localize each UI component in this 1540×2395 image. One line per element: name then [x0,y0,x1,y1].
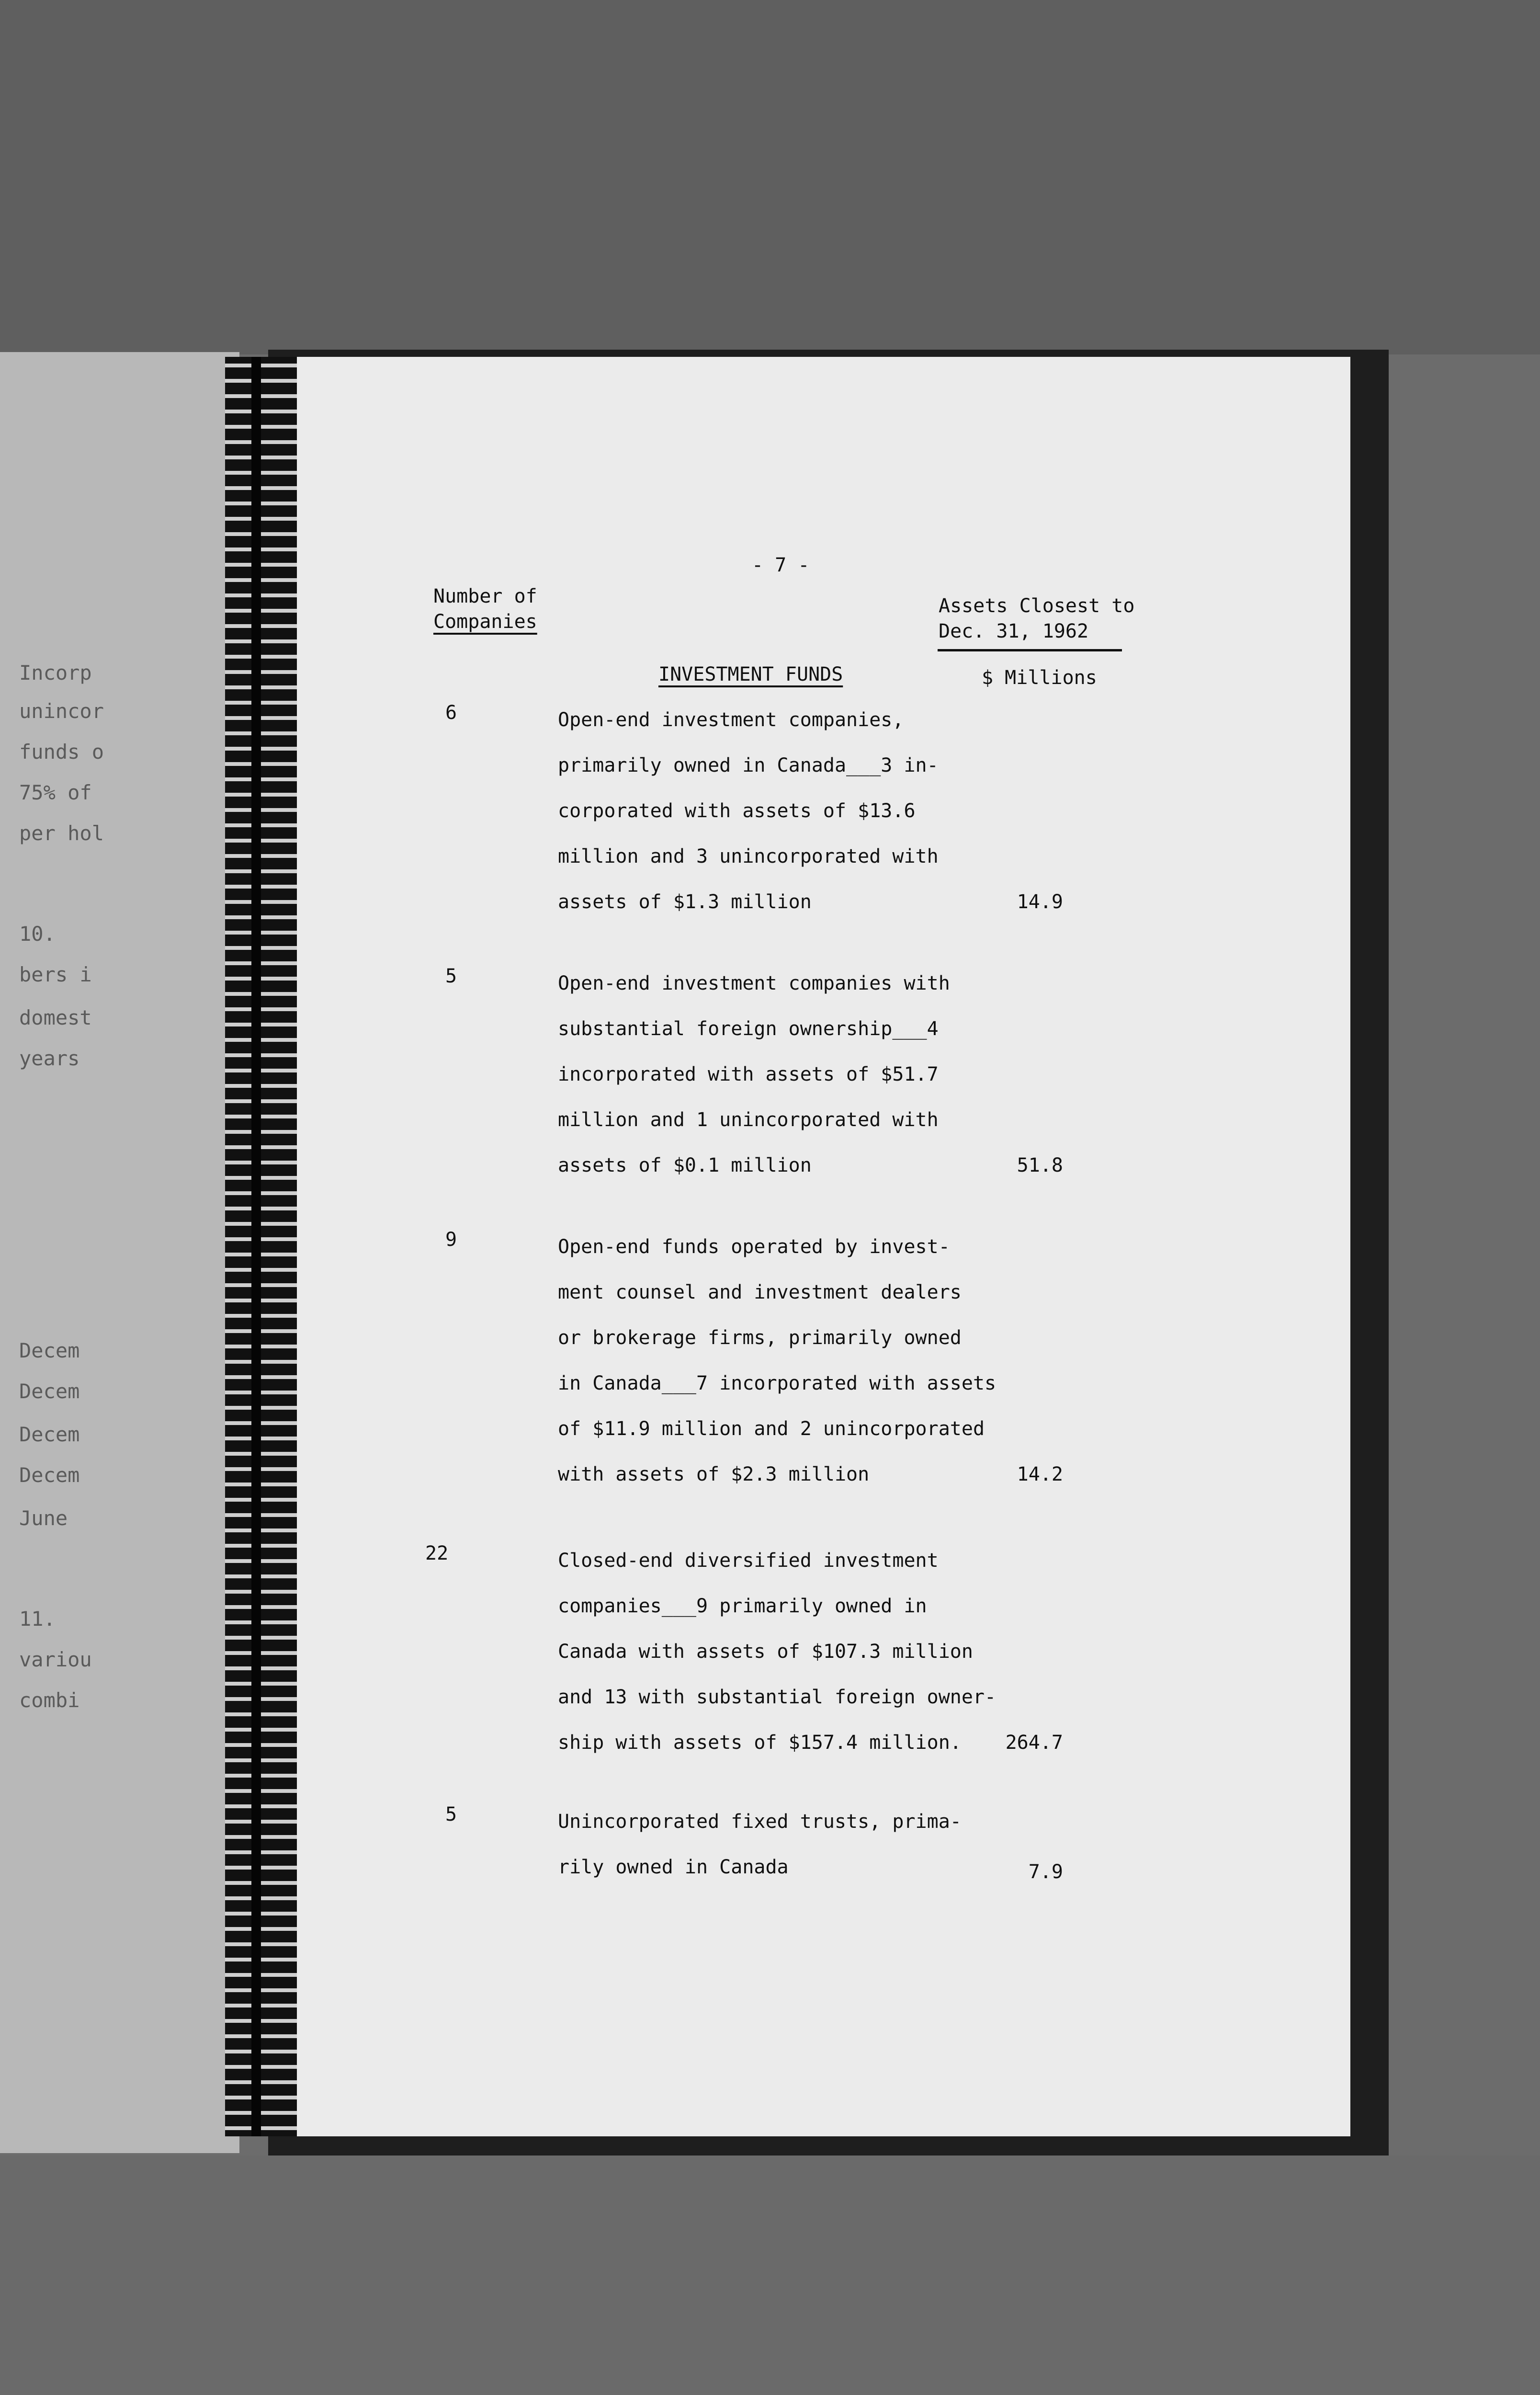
background-bottom [0,2156,1540,2395]
entry-line: incorporated with assets of $51.7 [558,1063,939,1085]
page-number: - 7 - [752,554,810,576]
entry-line: Unincorporated fixed trusts, prima- [558,1811,962,1833]
entry-line: million and 3 unincorporated with [558,845,939,867]
entry-line: Open-end investment companies, [558,709,904,731]
col-left-header-2: Companies [433,611,537,633]
entry-count: 5 [445,1803,457,1825]
entry-line: companies___9 primarily owned in [558,1595,927,1617]
entry-line: corporated with assets of $13.6 [558,800,916,822]
entry-value: 14.2 [1017,1463,1063,1485]
left-page-fragment-text: Decem [19,1339,80,1362]
left-page-fragment-text: 10. [19,922,56,946]
left-page-fragment-text: funds o [19,740,104,764]
left-page-fragment-text: domest [19,1006,92,1029]
entry-line: with assets of $2.3 million [558,1463,870,1485]
entry-count: 5 [445,965,457,987]
entry-count: 22 [425,1542,449,1564]
entry-line: primarily owned in Canada___3 in- [558,754,939,776]
entry-value: 14.9 [1017,891,1063,913]
entry-line: assets of $1.3 million [558,891,812,913]
entry-line: Open-end investment companies with [558,972,950,994]
entry-line: ship with assets of $157.4 million. [558,1732,962,1754]
entry-line: million and 1 unincorporated with [558,1109,939,1131]
left-page-fragment-text: Decem [19,1380,80,1403]
entry-line: ment counsel and investment dealers [558,1281,962,1303]
left-page-fragment-text: unincor [19,699,104,723]
entry-line: substantial foreign ownership___4 [558,1018,939,1040]
entry-line: Open-end funds operated by invest- [558,1236,950,1258]
left-page-fragment-text: 75% of [19,781,92,804]
left-page-fragment-text: combi [19,1688,80,1712]
entry-value: 7.9 [1028,1861,1063,1883]
entry-line: in Canada___7 incorporated with assets [558,1372,996,1394]
left-page-fragment-text: bers i [19,963,92,986]
entry-value: 51.8 [1017,1154,1063,1176]
header-rule [938,649,1122,651]
background-top [0,0,1540,354]
left-page-fragment [0,352,239,2153]
left-page-fragment-text: Decem [19,1423,80,1446]
left-page-fragment-text: Decem [19,1463,80,1487]
entry-value: 264.7 [1005,1732,1063,1754]
left-page-fragment-text: Incorp [19,661,92,684]
entry-count: 9 [445,1229,457,1251]
left-page-fragment-text: 11. [19,1607,56,1631]
entry-line: Closed-end diversified investment [558,1550,939,1572]
entry-line: and 13 with substantial foreign owner- [558,1686,996,1708]
left-page-fragment-text: variou [19,1648,92,1671]
entry-line: rily owned in Canada [558,1856,789,1878]
col-left-header-1: Number of [433,585,537,607]
entry-count: 6 [445,702,457,724]
entry-line: Canada with assets of $107.3 million [558,1641,973,1663]
left-page-fragment-text: per hol [19,821,104,845]
entry-line: of $11.9 million and 2 unincorporated [558,1418,985,1440]
col-right-header-2: Dec. 31, 1962 [939,620,1089,642]
col-right-unit: $ Millions [982,667,1097,689]
col-right-header-1: Assets Closest to [939,595,1135,617]
left-page-fragment-text: June [19,1506,68,1530]
entry-line: assets of $0.1 million [558,1154,812,1176]
left-page-fragment-text: years [19,1047,80,1070]
section-title: INVESTMENT FUNDS [658,663,843,685]
entry-line: or brokerage firms, primarily owned [558,1327,962,1349]
spiral-binding [225,357,297,2136]
